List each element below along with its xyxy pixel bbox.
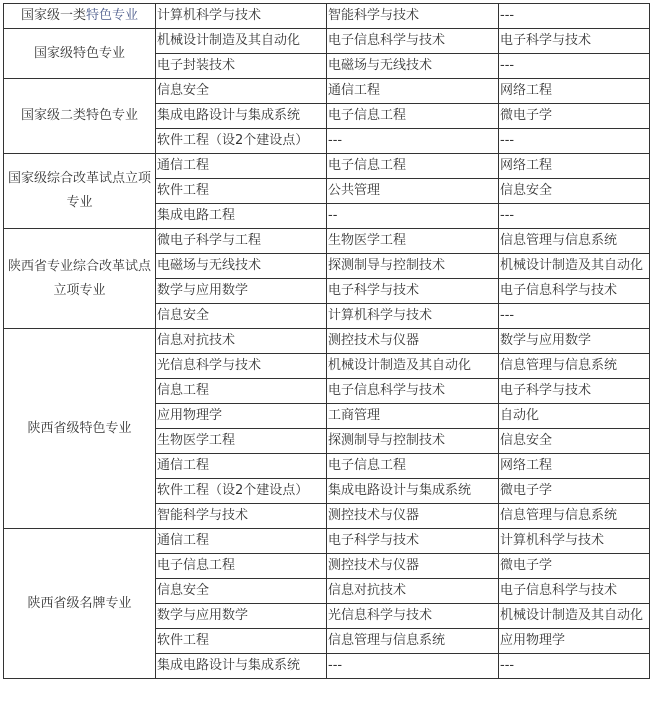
category-cell bbox=[4, 4, 156, 29]
major-cell: 计算机科学与技术 bbox=[499, 529, 650, 554]
major-cell: 探测制导与控制技术 bbox=[327, 429, 499, 454]
major-cell: 机械设计制造及其自动化 bbox=[499, 604, 650, 629]
major-cell: 通信工程 bbox=[156, 154, 327, 179]
major-cell: 应用物理学 bbox=[156, 404, 327, 429]
major-cell: 测控技术与仪器 bbox=[327, 504, 499, 529]
major-cell: 集成电路设计与集成系统 bbox=[156, 654, 327, 679]
category-cell: 陕西省专业综合改革试点立项专业 bbox=[4, 229, 156, 329]
major-cell: 网络工程 bbox=[499, 454, 650, 479]
major-cell: 信息安全 bbox=[156, 579, 327, 604]
major-cell: 电子科学与技术 bbox=[499, 29, 650, 54]
major-cell: --- bbox=[327, 129, 499, 154]
major-cell: 电子信息工程 bbox=[156, 554, 327, 579]
major-cell: 微电子学 bbox=[499, 104, 650, 129]
category-label-prefix: 国家级一类 bbox=[20, 8, 86, 23]
category-label-suffix: 特色专业 bbox=[86, 8, 139, 23]
major-cell: 探测制导与控制技术 bbox=[327, 254, 499, 279]
major-cell: 信息安全 bbox=[156, 304, 327, 329]
major-cell: 机械设计制造及其自动化 bbox=[327, 354, 499, 379]
major-cell: --- bbox=[499, 654, 650, 679]
major-cell: 微电子学 bbox=[499, 554, 650, 579]
major-cell: 信息管理与信息系统 bbox=[499, 229, 650, 254]
major-cell: 工商管理 bbox=[327, 404, 499, 429]
major-cell: 微电子科学与工程 bbox=[156, 229, 327, 254]
major-cell: 电子信息科学与技术 bbox=[327, 379, 499, 404]
major-cell: --- bbox=[499, 54, 650, 79]
category-cell: 陕西省级特色专业 bbox=[4, 329, 156, 529]
major-cell: 集成电路设计与集成系统 bbox=[156, 104, 327, 129]
category-cell: 陕西省级名牌专业 bbox=[4, 529, 156, 679]
major-cell: 微电子学 bbox=[499, 479, 650, 504]
major-cell: 信息管理与信息系统 bbox=[499, 354, 650, 379]
major-cell: 通信工程 bbox=[327, 79, 499, 104]
table-row bbox=[4, 229, 650, 254]
major-cell: 光信息科学与技术 bbox=[327, 604, 499, 629]
major-cell: 集成电路设计与集成系统 bbox=[327, 479, 499, 504]
major-cell: 生物医学工程 bbox=[327, 229, 499, 254]
table-row bbox=[4, 529, 650, 554]
major-cell: 电子科学与技术 bbox=[327, 529, 499, 554]
major-cell: 电磁场与无线技术 bbox=[327, 54, 499, 79]
major-cell: 电子信息科学与技术 bbox=[327, 29, 499, 54]
major-cell: 测控技术与仪器 bbox=[327, 329, 499, 354]
major-cell: 公共管理 bbox=[327, 179, 499, 204]
major-cell: 信息工程 bbox=[156, 379, 327, 404]
major-cell: 通信工程 bbox=[156, 529, 327, 554]
table-row bbox=[4, 154, 650, 179]
major-cell: 电子信息科学与技术 bbox=[499, 579, 650, 604]
major-cell: 电子信息工程 bbox=[327, 454, 499, 479]
major-cell: 电子信息工程 bbox=[327, 154, 499, 179]
major-cell: 应用物理学 bbox=[499, 629, 650, 654]
table-row bbox=[4, 29, 650, 54]
major-cell: 计算机科学与技术 bbox=[327, 304, 499, 329]
major-cell: --- bbox=[327, 654, 499, 679]
major-cell: 软件工程 bbox=[156, 629, 327, 654]
major-cell: 网络工程 bbox=[499, 79, 650, 104]
major-cell: 信息安全 bbox=[499, 429, 650, 454]
major-cell: 电子封装技术 bbox=[156, 54, 327, 79]
major-cell: 光信息科学与技术 bbox=[156, 354, 327, 379]
page bbox=[3, 3, 650, 679]
major-cell: 数学与应用数学 bbox=[156, 279, 327, 304]
major-cell: 电子科学与技术 bbox=[327, 279, 499, 304]
majors-table bbox=[3, 3, 650, 679]
major-cell: 电子信息工程 bbox=[327, 104, 499, 129]
table-row bbox=[4, 79, 650, 104]
major-cell: --- bbox=[499, 304, 650, 329]
major-cell: 生物医学工程 bbox=[156, 429, 327, 454]
major-cell: 软件工程（设2个建设点） bbox=[156, 479, 327, 504]
major-cell: 电磁场与无线技术 bbox=[156, 254, 327, 279]
major-cell: 电子科学与技术 bbox=[499, 379, 650, 404]
major-cell: --- bbox=[499, 204, 650, 229]
major-cell: 机械设计制造及其自动化 bbox=[499, 254, 650, 279]
table-row bbox=[4, 4, 650, 29]
major-cell: 信息管理与信息系统 bbox=[327, 629, 499, 654]
major-cell: 智能科学与技术 bbox=[327, 4, 499, 29]
major-cell: --- bbox=[499, 4, 650, 29]
major-cell: 信息对抗技术 bbox=[156, 329, 327, 354]
major-cell: 通信工程 bbox=[156, 454, 327, 479]
major-cell: 数学与应用数学 bbox=[156, 604, 327, 629]
major-cell: 集成电路工程 bbox=[156, 204, 327, 229]
major-cell: 数学与应用数学 bbox=[499, 329, 650, 354]
table-row bbox=[4, 329, 650, 354]
major-cell: -- bbox=[327, 204, 499, 229]
major-cell: 计算机科学与技术 bbox=[156, 4, 327, 29]
major-cell: 网络工程 bbox=[499, 154, 650, 179]
major-cell: 测控技术与仪器 bbox=[327, 554, 499, 579]
major-cell: 机械设计制造及其自动化 bbox=[156, 29, 327, 54]
major-cell: --- bbox=[499, 129, 650, 154]
major-cell: 信息安全 bbox=[156, 79, 327, 104]
major-cell: 自动化 bbox=[499, 404, 650, 429]
major-cell: 电子信息科学与技术 bbox=[499, 279, 650, 304]
major-cell: 信息对抗技术 bbox=[327, 579, 499, 604]
category-cell: 国家级综合改革试点立项专业 bbox=[4, 154, 156, 229]
major-cell: 软件工程 bbox=[156, 179, 327, 204]
major-cell: 信息管理与信息系统 bbox=[499, 504, 650, 529]
category-cell: 国家级特色专业 bbox=[4, 29, 156, 79]
major-cell: 智能科学与技术 bbox=[156, 504, 327, 529]
major-cell: 软件工程（设2个建设点） bbox=[156, 129, 327, 154]
major-cell: 信息安全 bbox=[499, 179, 650, 204]
category-cell: 国家级二类特色专业 bbox=[4, 79, 156, 154]
